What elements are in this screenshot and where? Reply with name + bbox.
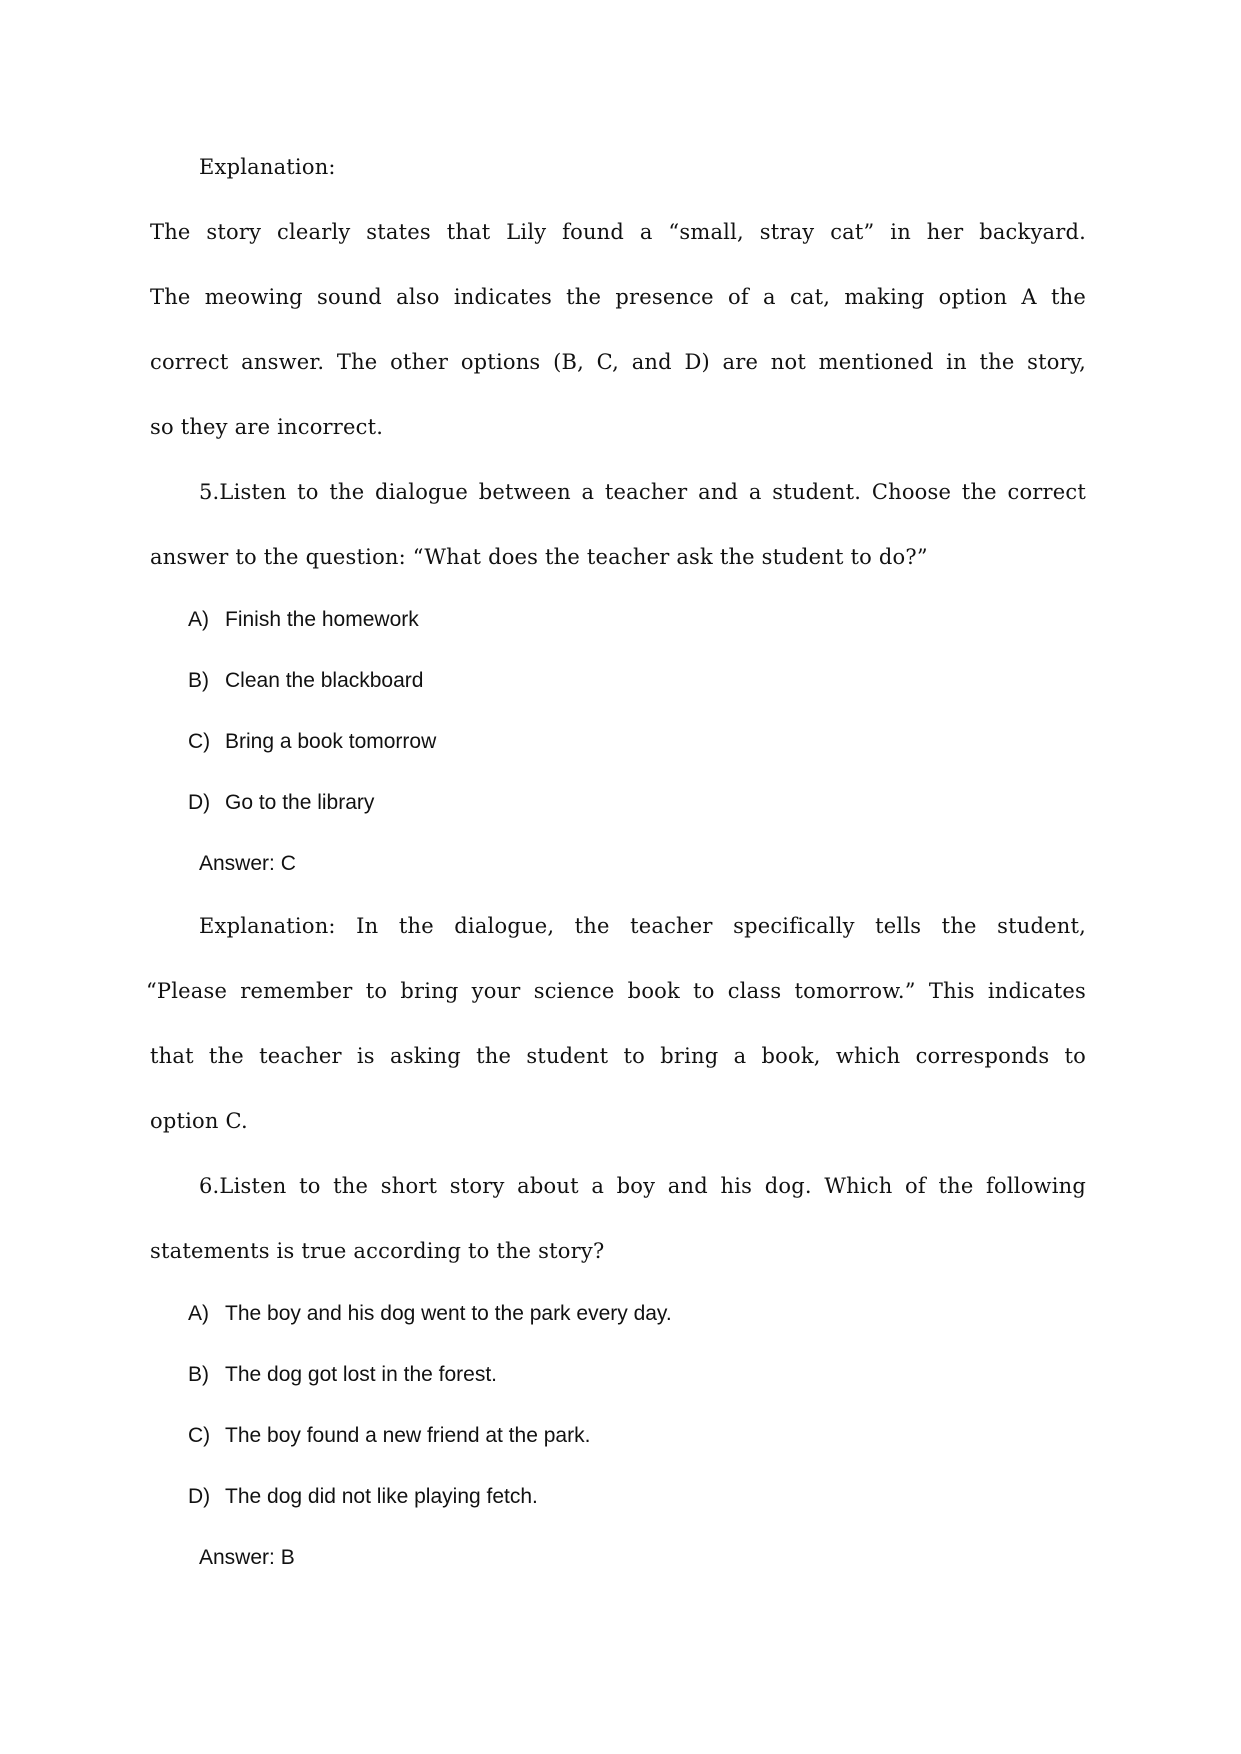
option-letter: A): [188, 608, 209, 631]
option-text: Finish the homework: [225, 608, 419, 631]
option-text: Clean the blackboard: [225, 669, 424, 692]
question-6-answer: Answer: B: [199, 1546, 295, 1569]
option-text: Bring a book tomorrow: [225, 730, 437, 753]
option-letter: C): [188, 1424, 211, 1447]
option-text: The dog did not like playing fetch.: [225, 1485, 538, 1508]
question-6-prompt: 6.Listen to the short story about a boy and his dog. Which of the following: [199, 1174, 1086, 1198]
question-5-option-d: [188, 788, 374, 818]
question-5-prompt-line: answer to the question: “What does the teacher ask the student to do?”: [150, 545, 928, 569]
question-5-explanation-line: “Please remember to bring your science book to class tomorrow.” This indicates: [146, 979, 1086, 1003]
question-6-option-c: [188, 1421, 590, 1451]
option-letter: D): [188, 791, 211, 814]
question-5-option-b: [188, 666, 423, 696]
option-text: The boy and his dog went to the park every day.: [225, 1302, 672, 1325]
explanation-heading: Explanation:: [199, 155, 336, 179]
question-5-option-c: [188, 727, 436, 757]
option-letter: D): [188, 1485, 211, 1508]
option-letter: B): [188, 1363, 209, 1386]
option-letter: B): [188, 669, 209, 692]
option-text: Go to the library: [225, 791, 375, 814]
explanation-line: The meowing sound also indicates the presence of a cat, making option A the: [150, 285, 1086, 309]
explanation-line: The story clearly states that Lily found a “small, stray cat” in her backyard.: [150, 220, 1086, 244]
option-letter: A): [188, 1302, 209, 1325]
explanation-line: so they are incorrect.: [150, 415, 384, 439]
option-text: The boy found a new friend at the park.: [225, 1424, 591, 1447]
question-6-option-d: [188, 1482, 538, 1512]
question-6-option-a: [188, 1299, 672, 1329]
question-6-prompt-line: statements is true according to the story?: [150, 1239, 605, 1263]
explanation-line: correct answer. The other options (B, C, and D) are not mentioned in the story,: [150, 350, 1086, 374]
question-5-prompt: 5.Listen to the dialogue between a teacher and a student. Choose the correct: [199, 480, 1086, 504]
question-5-answer: Answer: C: [199, 852, 296, 875]
option-text: The dog got lost in the forest.: [225, 1363, 497, 1386]
option-letter: C): [188, 730, 211, 753]
question-5-explanation-line: that the teacher is asking the student to bring a book, which corresponds to: [150, 1044, 1086, 1068]
question-5-option-a: [188, 605, 419, 635]
question-5-explanation-line: option C.: [150, 1109, 248, 1133]
question-5-explanation: Explanation: In the dialogue, the teacher specifically tells the student,: [199, 914, 1086, 938]
question-6-option-b: [188, 1360, 497, 1390]
